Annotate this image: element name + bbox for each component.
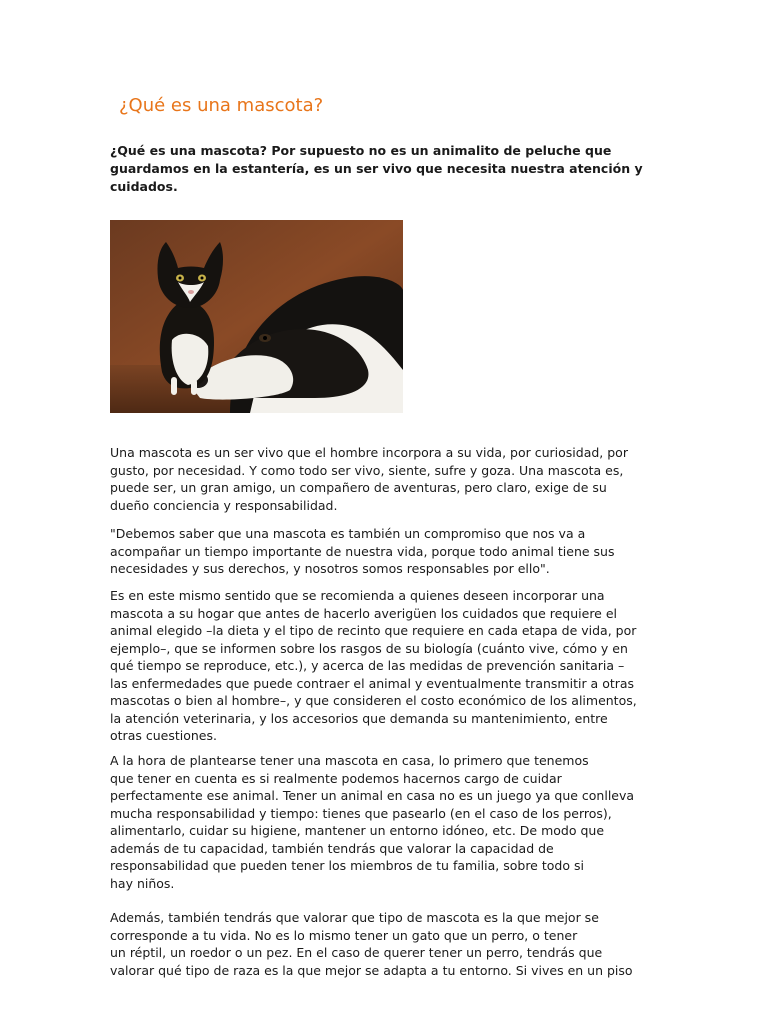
body-paragraph-1: Una mascota es un ser vivo que el hombre incorpora a su vida, por curiosidad, por gusto, por necesidad. Y como todo ser vivo, siente, sufre y goza. Una mascota es, puede ser, un gran amigo, un compañero de aventuras, pero claro, exige de su dueño conciencia y responsabilidad. (110, 445, 628, 513)
intro-paragraph: ¿Qué es una mascota? Por supuesto no es un animalito de peluche que guardamos en la estantería, es un ser vivo que necesita nuestra atención y cuidados. (110, 143, 643, 194)
body-paragraph-3: Es en este mismo sentido que se recomienda a quienes deseen incorporar una mascota a su hogar que antes de hacerlo averigüen los cuidados que requiere el animal elegido –la dieta y el tipo de recinto que requiere en cada etapa de vida, por ejemplo–, que se informen sobre los rasgos de su biología (cuánto vive, cómo y en qué tiempo se reproduce, etc.), y acerca de las medidas de prevención sanitaria – las enfermedades que puede contraer el animal y eventualmente transmitir a otras mascotas o bien al hombre–, y que consideren el costo económico de los alimentos, la atención veterinaria, y los accesorios que demanda su mantenimiento, entre otras cuestiones. (110, 588, 637, 743)
body-paragraph-5: Además, también tendrás que valorar que tipo de mascota es la que mejor se corresponde a tu vida. No es lo mismo tener un gato que un perro, o tener un réptil, un roedor o un pez. En el caso de querer tener un perro, tendrás que valorar qué tipo de raza es la que mejor se adapta a tu entorno. Si vives en un piso (110, 910, 633, 978)
body-paragraph-2: "Debemos saber que una mascota es también un compromiso que nos va a acompañar un tiempo importante de nuestra vida, porque todo animal tiene sus necesidades y sus derechos, y nosotros somos responsables por ello". (110, 526, 615, 576)
page-title: ¿Qué es una mascota? (119, 95, 324, 116)
body-paragraph-4: A la hora de plantearse tener una mascota en casa, lo primero que tenemos que tener en cuenta es si realmente podemos hacernos cargo de cuidar perfectamente ese animal. Tener un animal en casa no es un juego ya que conlleva mucha responsabilidad y tiempo: tienes que pasearlo (en el caso de los perros), alimentarlo, cuidar su higiene, mantener un entorno idóneo, etc. De modo que además de tu capacidad, también tendrás que valorar la capacidad de responsabilidad que pueden tener los miembros de tu familia, sobre todo si hay niños. (110, 753, 635, 891)
kitten-and-dog-photo (110, 220, 403, 413)
